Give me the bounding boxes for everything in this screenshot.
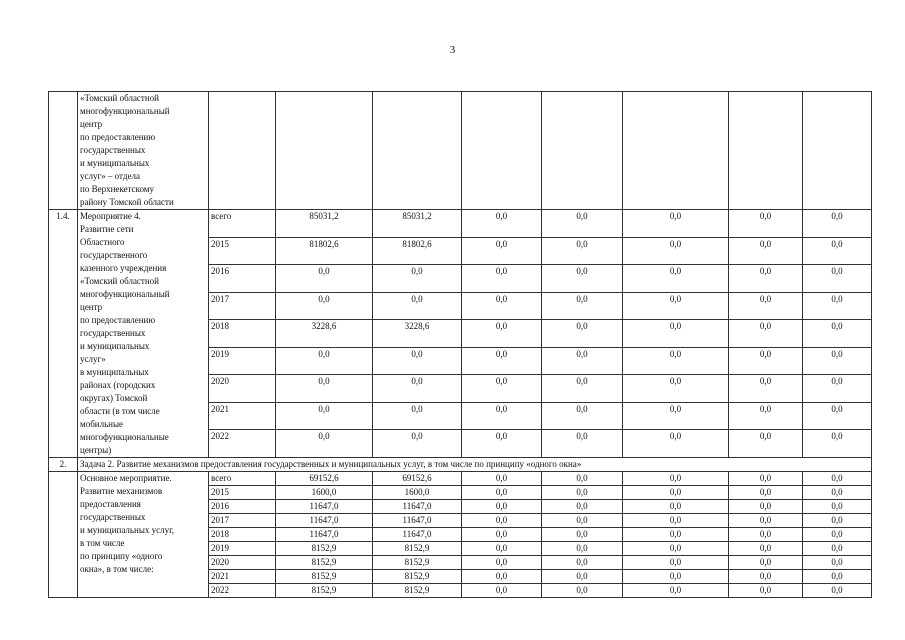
value-cell: 0,0: [373, 430, 462, 458]
description-line: Областного: [80, 237, 125, 247]
value-cell: 0,0: [462, 265, 542, 293]
value-cell: 0,0: [542, 265, 623, 293]
value-cell: 0,0: [542, 514, 623, 528]
value-cell: 0,0: [729, 430, 803, 458]
value-cell: 0,0: [623, 584, 729, 598]
value-cell: 0,0: [729, 320, 803, 348]
description-line: Развитие сети: [80, 224, 134, 234]
value-cell: 0,0: [462, 430, 542, 458]
value-cell: 0,0: [803, 237, 872, 265]
value-cell: 0,0: [623, 486, 729, 500]
value-cell: 0,0: [462, 375, 542, 403]
description-line: центр: [80, 119, 103, 129]
value-cell: 0,0: [623, 210, 729, 238]
value-cell: 0,0: [542, 237, 623, 265]
value-cell: 0,0: [623, 430, 729, 458]
value-cell: 0,0: [623, 500, 729, 514]
value-cell: 0,0: [803, 402, 872, 430]
description-line: области (в том числе: [80, 406, 160, 416]
event-description: [78, 92, 209, 210]
table-row: [49, 210, 872, 238]
description-line: и муниципальных: [80, 341, 150, 351]
value-cell: 0,0: [729, 237, 803, 265]
event-description: [78, 210, 209, 458]
value-cell: 0,0: [803, 292, 872, 320]
value-cell: 0,0: [462, 486, 542, 500]
value-cell: 0,0: [803, 265, 872, 293]
year-cell: 2021: [209, 570, 276, 584]
value-cell: 0,0: [803, 556, 872, 570]
description-line: «Томский областной: [80, 276, 159, 286]
value-cell: 0,0: [276, 292, 373, 320]
row-number: [49, 92, 78, 210]
value-cell: 0,0: [462, 402, 542, 430]
year-cell: 2017: [209, 514, 276, 528]
value-cell: 8152,9: [276, 556, 373, 570]
value-cell: 0,0: [462, 347, 542, 375]
value-cell: 0,0: [462, 237, 542, 265]
year-cell: 2018: [209, 528, 276, 542]
value-cell: 8152,9: [276, 584, 373, 598]
value-cell: [542, 92, 623, 210]
year-cell: 2015: [209, 237, 276, 265]
table-row: [49, 472, 872, 486]
value-cell: [462, 92, 542, 210]
year-cell: 2021: [209, 402, 276, 430]
row-number: 2.: [49, 458, 78, 472]
value-cell: 0,0: [373, 402, 462, 430]
value-cell: 8152,9: [373, 542, 462, 556]
value-cell: 0,0: [373, 292, 462, 320]
value-cell: 0,0: [803, 320, 872, 348]
row-number: [49, 472, 78, 598]
task-row: [49, 458, 872, 472]
value-cell: 0,0: [462, 570, 542, 584]
year-cell: 2015: [209, 486, 276, 500]
value-cell: 0,0: [623, 265, 729, 293]
value-cell: 0,0: [623, 237, 729, 265]
value-cell: [729, 92, 803, 210]
value-cell: 0,0: [623, 556, 729, 570]
value-cell: 11647,0: [373, 528, 462, 542]
value-cell: 1600,0: [373, 486, 462, 500]
table-row: [49, 92, 872, 210]
value-cell: 0,0: [462, 542, 542, 556]
description-line: Основное мероприятие.: [80, 473, 172, 483]
description-line: казенного учреждения: [80, 263, 167, 273]
value-cell: 0,0: [542, 584, 623, 598]
description-line: центр: [80, 302, 103, 312]
value-cell: 8152,9: [276, 542, 373, 556]
value-cell: 0,0: [462, 514, 542, 528]
value-cell: 0,0: [462, 472, 542, 486]
year-cell: всего: [209, 210, 276, 238]
description-line: услуг» – отдела: [80, 171, 140, 181]
value-cell: 0,0: [542, 556, 623, 570]
value-cell: 0,0: [542, 528, 623, 542]
year-cell: 2019: [209, 347, 276, 375]
year-cell: 2016: [209, 265, 276, 293]
value-cell: 8152,9: [373, 570, 462, 584]
year-cell: 2020: [209, 556, 276, 570]
value-cell: 0,0: [623, 402, 729, 430]
value-cell: 0,0: [462, 556, 542, 570]
value-cell: 0,0: [729, 265, 803, 293]
value-cell: 0,0: [542, 347, 623, 375]
value-cell: 0,0: [373, 375, 462, 403]
value-cell: 69152,6: [373, 472, 462, 486]
value-cell: 0,0: [623, 320, 729, 348]
value-cell: 0,0: [729, 210, 803, 238]
value-cell: 0,0: [729, 542, 803, 556]
description-line: центры): [80, 445, 112, 455]
year-cell: всего: [209, 472, 276, 486]
description-line: в том числе: [80, 538, 125, 548]
description-line: Развитие механизмов: [80, 486, 163, 496]
description-line: району Томской области: [80, 197, 174, 207]
description-line: «Томский областной: [80, 93, 159, 103]
value-cell: 0,0: [276, 430, 373, 458]
value-cell: 0,0: [542, 210, 623, 238]
value-cell: 0,0: [462, 320, 542, 348]
funding-table: [48, 91, 872, 598]
value-cell: 0,0: [803, 570, 872, 584]
value-cell: 0,0: [803, 514, 872, 528]
value-cell: 0,0: [373, 265, 462, 293]
value-cell: 0,0: [623, 375, 729, 403]
description-line: по предоставлению: [80, 315, 156, 325]
task-heading: Задача 2. Развитие механизмов предоставления государственных и муниципальных услуг, в том числе по принципу «одного окна»: [78, 458, 872, 472]
value-cell: 11647,0: [276, 500, 373, 514]
description-line: и муниципальных: [80, 158, 150, 168]
value-cell: 1600,0: [276, 486, 373, 500]
description-line: окна», в том числе:: [80, 564, 154, 574]
description-line: предоставления: [80, 499, 141, 509]
value-cell: 0,0: [542, 486, 623, 500]
value-cell: 3228,6: [373, 320, 462, 348]
description-line: и муниципальных услуг,: [80, 525, 175, 535]
description-line: государственного: [80, 250, 148, 260]
row-number: 1.4.: [49, 210, 78, 458]
value-cell: 0,0: [803, 528, 872, 542]
description-line: многофункциональные: [80, 432, 169, 442]
value-cell: 0,0: [276, 375, 373, 403]
value-cell: 11647,0: [373, 514, 462, 528]
year-cell: 2016: [209, 500, 276, 514]
value-cell: 0,0: [462, 292, 542, 320]
value-cell: 81802,6: [373, 237, 462, 265]
value-cell: 0,0: [803, 486, 872, 500]
value-cell: 0,0: [803, 430, 872, 458]
value-cell: 0,0: [729, 347, 803, 375]
value-cell: 0,0: [729, 514, 803, 528]
value-cell: 0,0: [729, 292, 803, 320]
description-line: государственных: [80, 512, 146, 522]
value-cell: [623, 92, 729, 210]
value-cell: 0,0: [803, 542, 872, 556]
value-cell: 0,0: [542, 402, 623, 430]
value-cell: 0,0: [462, 210, 542, 238]
description-line: мобильные: [80, 419, 124, 429]
value-cell: [803, 92, 872, 210]
value-cell: 0,0: [803, 500, 872, 514]
value-cell: 0,0: [803, 472, 872, 486]
value-cell: 0,0: [623, 514, 729, 528]
value-cell: 81802,6: [276, 237, 373, 265]
description-line: государственных: [80, 145, 146, 155]
value-cell: 0,0: [462, 528, 542, 542]
value-cell: 0,0: [542, 292, 623, 320]
value-cell: 0,0: [729, 472, 803, 486]
value-cell: 0,0: [542, 430, 623, 458]
value-cell: 69152,6: [276, 472, 373, 486]
year-cell: 2022: [209, 430, 276, 458]
description-line: Мероприятие 4.: [80, 211, 141, 221]
value-cell: 0,0: [729, 584, 803, 598]
value-cell: 85031,2: [276, 210, 373, 238]
value-cell: 0,0: [729, 570, 803, 584]
value-cell: 8152,9: [373, 556, 462, 570]
value-cell: 0,0: [803, 210, 872, 238]
page-number: 3: [449, 44, 456, 56]
value-cell: 0,0: [276, 402, 373, 430]
year-cell: [209, 92, 276, 210]
value-cell: 11647,0: [373, 500, 462, 514]
value-cell: [373, 92, 462, 210]
value-cell: 8152,9: [276, 570, 373, 584]
year-cell: 2019: [209, 542, 276, 556]
value-cell: 0,0: [729, 402, 803, 430]
event-description: [78, 472, 209, 598]
value-cell: 0,0: [729, 528, 803, 542]
value-cell: 0,0: [623, 570, 729, 584]
value-cell: 0,0: [623, 528, 729, 542]
value-cell: 0,0: [803, 347, 872, 375]
value-cell: 0,0: [542, 542, 623, 556]
description-line: многофункциональный: [80, 289, 170, 299]
table-body: [49, 92, 872, 598]
value-cell: 0,0: [276, 265, 373, 293]
description-line: по предоставлению: [80, 132, 156, 142]
value-cell: 0,0: [276, 347, 373, 375]
value-cell: 0,0: [542, 570, 623, 584]
year-cell: 2017: [209, 292, 276, 320]
value-cell: 0,0: [803, 375, 872, 403]
value-cell: 0,0: [542, 375, 623, 403]
description-line: по принципу «одного: [80, 551, 163, 561]
value-cell: 0,0: [729, 375, 803, 403]
value-cell: 0,0: [373, 347, 462, 375]
value-cell: 0,0: [542, 500, 623, 514]
value-cell: 0,0: [462, 584, 542, 598]
value-cell: 0,0: [542, 320, 623, 348]
year-cell: 2020: [209, 375, 276, 403]
description-line: по Верхнекетскому: [80, 184, 154, 194]
value-cell: 0,0: [623, 542, 729, 556]
value-cell: 11647,0: [276, 528, 373, 542]
value-cell: [276, 92, 373, 210]
value-cell: 11647,0: [276, 514, 373, 528]
description-line: государственных: [80, 328, 146, 338]
value-cell: 0,0: [803, 584, 872, 598]
value-cell: 8152,9: [373, 584, 462, 598]
value-cell: 0,0: [729, 556, 803, 570]
value-cell: 0,0: [729, 486, 803, 500]
year-cell: 2022: [209, 584, 276, 598]
value-cell: 0,0: [623, 292, 729, 320]
description-line: округах) Томской: [80, 393, 148, 403]
description-line: многофункциональный: [80, 106, 170, 116]
value-cell: 3228,6: [276, 320, 373, 348]
value-cell: 0,0: [729, 500, 803, 514]
year-cell: 2018: [209, 320, 276, 348]
value-cell: 0,0: [462, 500, 542, 514]
description-line: районах (городских: [80, 380, 156, 390]
description-line: в муниципальных: [80, 367, 149, 377]
value-cell: 0,0: [542, 472, 623, 486]
value-cell: 0,0: [623, 472, 729, 486]
value-cell: 85031,2: [373, 210, 462, 238]
value-cell: 0,0: [623, 347, 729, 375]
description-line: услуг»: [80, 354, 106, 364]
